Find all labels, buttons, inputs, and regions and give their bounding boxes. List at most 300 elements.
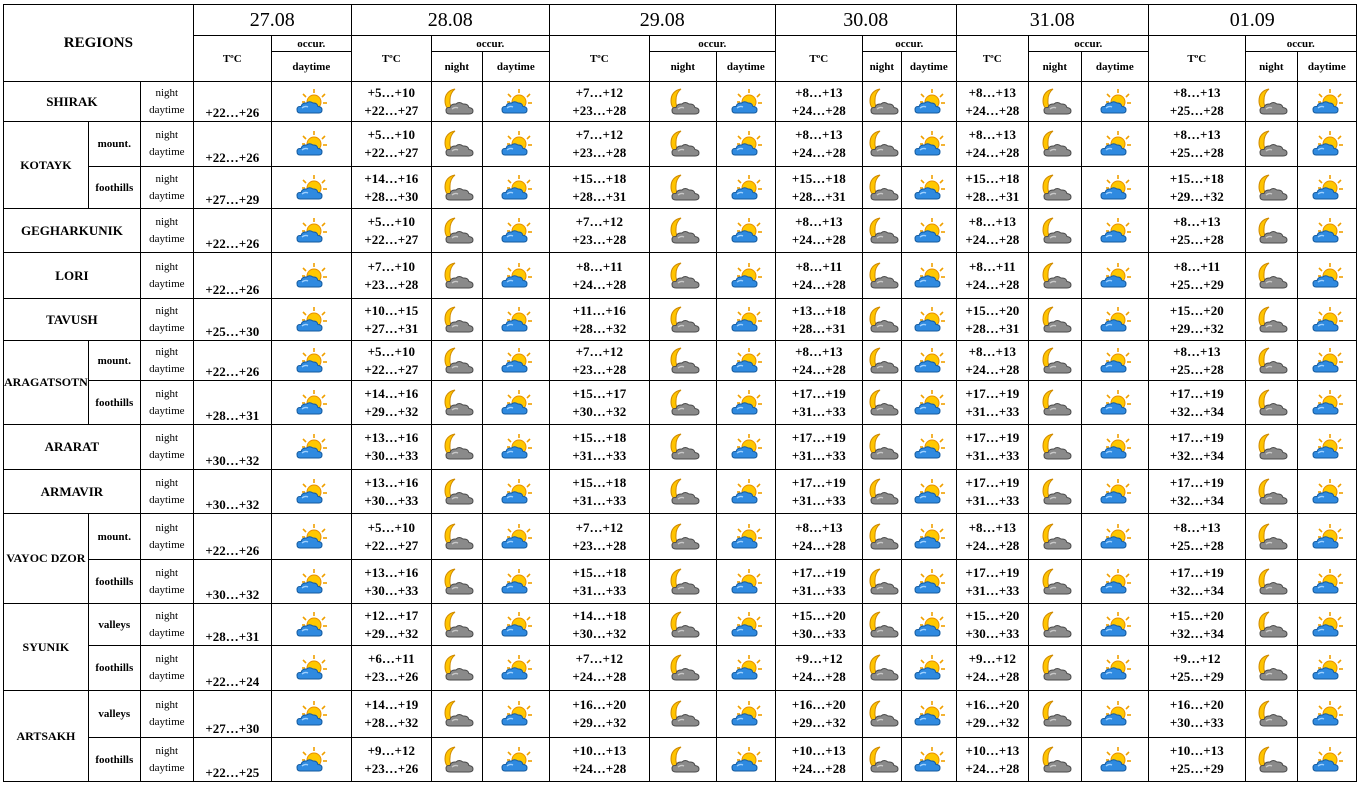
table-row xyxy=(4,604,1357,646)
day-temperature: +29…+32 xyxy=(364,625,419,641)
time-of-day-labels xyxy=(140,738,193,782)
sun-cloud-icon xyxy=(912,346,946,376)
day-temperature: +31…+33 xyxy=(572,492,627,508)
temperature-cell xyxy=(1148,381,1245,425)
moon-cloud-icon xyxy=(865,522,899,552)
date-header: 01.09 xyxy=(1148,5,1356,36)
day-temperature: +25…+28 xyxy=(1169,361,1224,377)
night-temperature: +7…+12 xyxy=(575,519,623,535)
moon-cloud-icon xyxy=(1038,653,1072,683)
sun-cloud-icon xyxy=(1310,567,1344,597)
night-temperature: +8…+13 xyxy=(968,84,1016,100)
temperature-cell xyxy=(956,122,1028,167)
day-temperature: +24…+28 xyxy=(572,276,627,292)
day-occurrence-cell xyxy=(716,738,775,782)
night-temperature: +7…+12 xyxy=(575,651,623,666)
moon-cloud-icon xyxy=(440,567,474,597)
sun-cloud-icon xyxy=(294,699,328,729)
sun-cloud-icon xyxy=(499,305,533,335)
day-temperature: +25…+29 xyxy=(1169,276,1224,292)
night-occurrence-cell xyxy=(1028,691,1081,738)
temp-header: TºC xyxy=(351,36,431,82)
night-occurrence-cell xyxy=(1245,646,1297,691)
temperature-cell xyxy=(956,82,1028,122)
sun-cloud-icon xyxy=(294,261,328,291)
day-occurrence-cell xyxy=(901,691,956,738)
day-temperature: +27…+31 xyxy=(364,320,419,336)
temperature-cell xyxy=(775,299,862,341)
night-occurrence-cell xyxy=(431,514,482,560)
night-temperature: +7…+12 xyxy=(575,343,623,359)
night-occurrence-cell xyxy=(1028,560,1081,604)
time-of-day-labels xyxy=(140,691,193,738)
temperature-cell: +22…+26 xyxy=(193,82,271,122)
table-row xyxy=(4,691,1357,738)
night-label: night xyxy=(155,260,179,273)
night-temperature: +15…+20 xyxy=(1169,302,1224,318)
night-occurrence-cell xyxy=(1028,122,1081,167)
day-temperature: +24…+28 xyxy=(965,669,1020,684)
day-temperature: +24…+28 xyxy=(965,361,1020,377)
sun-cloud-icon xyxy=(1310,129,1344,159)
day-temperature: +31…+33 xyxy=(572,448,627,463)
occur-header: occur. xyxy=(271,36,351,52)
sun-cloud-icon xyxy=(499,653,533,683)
temperature-cell xyxy=(1148,691,1245,738)
temperature-cell: +30…+32 xyxy=(193,470,271,514)
day-temperature: +23…+28 xyxy=(572,145,627,160)
night-temperature: +15…+18 xyxy=(572,564,627,580)
temperature-cell xyxy=(775,514,862,560)
sun-cloud-icon xyxy=(294,87,328,117)
moon-cloud-icon xyxy=(666,522,700,552)
moon-cloud-icon xyxy=(440,477,474,507)
moon-cloud-icon xyxy=(440,129,474,159)
night-occurrence-cell xyxy=(862,691,901,738)
temperature-cell xyxy=(775,604,862,646)
day-occurrence-cell xyxy=(1297,253,1356,299)
day-temperature: +24…+28 xyxy=(965,537,1020,553)
day-temperature: +29…+32 xyxy=(1169,188,1224,204)
moon-cloud-icon xyxy=(1038,129,1072,159)
night-occurrence-cell xyxy=(649,82,716,122)
temperature-cell xyxy=(775,122,862,167)
night-label: night xyxy=(155,304,179,317)
sun-cloud-icon xyxy=(499,346,533,376)
moon-cloud-icon xyxy=(440,305,474,335)
day-occurrence-cell xyxy=(716,646,775,691)
temperature-cell xyxy=(1148,253,1245,299)
night-occurrence-cell xyxy=(1028,167,1081,209)
sun-cloud-icon xyxy=(1098,305,1132,335)
night-header: night xyxy=(862,52,901,82)
sun-cloud-icon xyxy=(1098,567,1132,597)
day-occurrence-cell xyxy=(482,646,549,691)
night-occurrence-cell xyxy=(649,604,716,646)
moon-cloud-icon xyxy=(440,216,474,246)
night-temperature: +8…+11 xyxy=(795,258,843,274)
temperature-cell xyxy=(1148,425,1245,470)
sun-cloud-icon xyxy=(1098,432,1132,462)
night-occurrence-cell xyxy=(431,299,482,341)
moon-cloud-icon xyxy=(1038,216,1072,246)
temperature-cell xyxy=(775,560,862,604)
moon-cloud-icon xyxy=(440,261,474,291)
night-occurrence-cell xyxy=(649,646,716,691)
sun-cloud-icon xyxy=(499,216,533,246)
night-temperature: +15…+17 xyxy=(572,385,627,401)
temperature-cell: +22…+26 xyxy=(193,341,271,381)
region-name: KOTAYK xyxy=(4,122,89,209)
temperature-cell xyxy=(1148,122,1245,167)
daytime-label: daytime xyxy=(149,449,185,461)
night-temperature: +16…+20 xyxy=(791,697,846,712)
sun-cloud-icon xyxy=(294,745,328,775)
date-header: 28.08 xyxy=(351,5,549,36)
night-label: night xyxy=(155,129,179,141)
night-occurrence-cell xyxy=(862,425,901,470)
night-occurrence-cell xyxy=(862,167,901,209)
daytime-label: daytime xyxy=(149,232,185,245)
temperature-cell xyxy=(351,82,431,122)
day-temperature: +24…+28 xyxy=(572,760,627,776)
temperature-cell xyxy=(956,604,1028,646)
occur-header: occur. xyxy=(431,36,549,52)
sun-cloud-icon xyxy=(912,653,946,683)
night-temperature: +8…+11 xyxy=(575,258,623,274)
temperature-cell xyxy=(549,341,649,381)
table-row xyxy=(4,381,1357,425)
daytime-label: daytime xyxy=(149,761,185,774)
night-temperature: +6…+11 xyxy=(367,651,415,666)
night-occurrence-cell xyxy=(862,738,901,782)
moon-cloud-icon xyxy=(1038,567,1072,597)
night-label: night xyxy=(155,699,179,711)
sun-cloud-icon xyxy=(912,87,946,117)
moon-cloud-icon xyxy=(440,173,474,203)
temperature-cell xyxy=(549,425,649,470)
region-name: TAVUSH xyxy=(4,299,141,341)
temperature-cell xyxy=(1148,341,1245,381)
time-of-day-labels xyxy=(140,646,193,691)
time-of-day-labels xyxy=(140,514,193,560)
temperature-cell xyxy=(956,209,1028,253)
night-temperature: +17…+19 xyxy=(791,564,846,580)
time-of-day-labels xyxy=(140,560,193,604)
night-temperature: +5…+10 xyxy=(367,127,415,142)
day-temperature: +29…+32 xyxy=(965,715,1020,730)
day-temperature: +31…+33 xyxy=(965,492,1020,508)
temperature-cell xyxy=(956,514,1028,560)
night-occurrence-cell xyxy=(862,299,901,341)
night-occurrence-cell xyxy=(1245,514,1297,560)
temperature-cell xyxy=(351,209,431,253)
sun-cloud-icon xyxy=(729,261,763,291)
night-temperature: +8…+13 xyxy=(1173,343,1221,359)
night-occurrence-cell xyxy=(1028,470,1081,514)
day-temperature: +24…+28 xyxy=(791,760,846,776)
moon-cloud-icon xyxy=(440,346,474,376)
night-occurrence-cell xyxy=(1245,381,1297,425)
night-temperature: +7…+10 xyxy=(367,258,415,274)
day-occurrence-cell xyxy=(482,560,549,604)
temperature-cell xyxy=(956,646,1028,691)
night-temperature: +17…+19 xyxy=(965,430,1020,445)
night-occurrence-cell xyxy=(649,167,716,209)
sun-cloud-icon xyxy=(1310,522,1344,552)
moon-cloud-icon xyxy=(666,653,700,683)
day-temperature: +31…+33 xyxy=(791,448,846,463)
zone-label: mount. xyxy=(88,341,140,381)
night-occurrence-cell xyxy=(1245,209,1297,253)
moon-cloud-icon xyxy=(1254,699,1288,729)
night-temperature: +13…+16 xyxy=(364,564,419,580)
daytime-label: daytime xyxy=(149,321,185,334)
night-occurrence-cell xyxy=(1245,560,1297,604)
day-occurrence-cell xyxy=(482,341,549,381)
day-temperature: +31…+33 xyxy=(791,492,846,508)
day-occurrence-cell xyxy=(716,560,775,604)
night-temperature: +10…+13 xyxy=(572,742,627,758)
night-occurrence-cell xyxy=(431,470,482,514)
day-temperature: +24…+28 xyxy=(965,760,1020,776)
day-temperature: +24…+28 xyxy=(965,145,1020,160)
night-temperature: +13…+16 xyxy=(364,430,419,445)
night-occurrence-cell xyxy=(1245,470,1297,514)
day-occurrence-cell xyxy=(1081,646,1148,691)
temperature-cell xyxy=(549,381,649,425)
day-occurrence-cell xyxy=(271,470,351,514)
night-header: night xyxy=(1028,52,1081,82)
night-temperature: +15…+18 xyxy=(791,170,846,186)
table-row xyxy=(4,341,1357,381)
night-temperature: +8…+11 xyxy=(1173,258,1221,274)
day-occurrence-cell xyxy=(1081,299,1148,341)
day-temperature: +24…+28 xyxy=(791,145,846,160)
night-occurrence-cell xyxy=(431,604,482,646)
day-occurrence-cell xyxy=(1081,604,1148,646)
moon-cloud-icon xyxy=(865,261,899,291)
day-occurrence-cell xyxy=(1081,425,1148,470)
daytime-label: daytime xyxy=(149,583,185,596)
sun-cloud-icon xyxy=(912,388,946,418)
moon-cloud-icon xyxy=(865,87,899,117)
day-occurrence-cell xyxy=(901,122,956,167)
temperature-cell xyxy=(1148,299,1245,341)
moon-cloud-icon xyxy=(1254,567,1288,597)
moon-cloud-icon xyxy=(1038,261,1072,291)
day-temperature: +30…+33 xyxy=(791,625,846,641)
sun-cloud-icon xyxy=(294,388,328,418)
day-temperature: +28…+32 xyxy=(572,320,627,336)
day-occurrence-cell xyxy=(901,646,956,691)
sun-cloud-icon xyxy=(1310,346,1344,376)
sun-cloud-icon xyxy=(1098,346,1132,376)
sun-cloud-icon xyxy=(912,432,946,462)
moon-cloud-icon xyxy=(1254,173,1288,203)
sun-cloud-icon xyxy=(499,388,533,418)
moon-cloud-icon xyxy=(666,216,700,246)
day-occurrence-cell xyxy=(901,209,956,253)
temperature-cell xyxy=(549,253,649,299)
moon-cloud-icon xyxy=(1254,216,1288,246)
moon-cloud-icon xyxy=(1038,87,1072,117)
night-occurrence-cell xyxy=(649,514,716,560)
temp-header: TºC xyxy=(956,36,1028,82)
temperature-cell xyxy=(351,514,431,560)
moon-cloud-icon xyxy=(440,522,474,552)
moon-cloud-icon xyxy=(865,346,899,376)
sun-cloud-icon xyxy=(294,216,328,246)
sun-cloud-icon xyxy=(729,522,763,552)
moon-cloud-icon xyxy=(666,129,700,159)
day-occurrence-cell xyxy=(271,381,351,425)
night-occurrence-cell xyxy=(649,381,716,425)
time-of-day-labels xyxy=(140,341,193,381)
moon-cloud-icon xyxy=(1254,522,1288,552)
sun-cloud-icon xyxy=(499,522,533,552)
sun-cloud-icon xyxy=(912,305,946,335)
sun-cloud-icon xyxy=(1098,653,1132,683)
night-temperature: +8…+13 xyxy=(795,127,843,142)
day-temperature: +24…+28 xyxy=(791,276,846,292)
sun-cloud-icon xyxy=(499,610,533,640)
day-occurrence-cell xyxy=(1297,514,1356,560)
moon-cloud-icon xyxy=(1254,432,1288,462)
day-occurrence-cell xyxy=(271,646,351,691)
day-temperature: +28…+32 xyxy=(364,715,419,730)
temperature-cell xyxy=(549,82,649,122)
occur-header: occur. xyxy=(1028,36,1148,52)
day-temperature: +32…+34 xyxy=(1169,625,1224,641)
day-temperature: +28…+31 xyxy=(965,320,1020,336)
sun-cloud-icon xyxy=(499,432,533,462)
day-occurrence-cell xyxy=(716,514,775,560)
sun-cloud-icon xyxy=(912,129,946,159)
daytime-label: daytime xyxy=(149,146,185,158)
temperature-cell xyxy=(775,470,862,514)
temperature-cell: +30…+32 xyxy=(193,425,271,470)
night-temperature: +17…+19 xyxy=(791,430,846,445)
temperature-cell xyxy=(549,646,649,691)
moon-cloud-icon xyxy=(440,653,474,683)
temperature-cell xyxy=(351,122,431,167)
night-occurrence-cell xyxy=(862,209,901,253)
sun-cloud-icon xyxy=(1310,173,1344,203)
moon-cloud-icon xyxy=(1254,305,1288,335)
night-occurrence-cell xyxy=(431,253,482,299)
night-occurrence-cell xyxy=(649,253,716,299)
moon-cloud-icon xyxy=(1038,173,1072,203)
daytime-header: daytime xyxy=(482,52,549,82)
daytime-label: daytime xyxy=(149,277,185,290)
sun-cloud-icon xyxy=(294,129,328,159)
sun-cloud-icon xyxy=(294,653,328,683)
night-occurrence-cell xyxy=(1028,299,1081,341)
day-temperature: +25…+28 xyxy=(1169,102,1224,118)
daytime-label: daytime xyxy=(149,538,185,551)
temperature-cell xyxy=(1148,82,1245,122)
moon-cloud-icon xyxy=(1038,610,1072,640)
moon-cloud-icon xyxy=(440,432,474,462)
night-label: night xyxy=(155,86,179,99)
day-occurrence-cell xyxy=(1081,167,1148,209)
night-temperature: +10…+13 xyxy=(1169,742,1224,758)
moon-cloud-icon xyxy=(1038,745,1072,775)
night-label: night xyxy=(155,744,179,757)
day-occurrence-cell xyxy=(482,299,549,341)
night-occurrence-cell xyxy=(431,691,482,738)
night-temperature: +15…+18 xyxy=(572,430,627,445)
day-temperature: +22…+27 xyxy=(364,231,419,247)
night-temperature: +8…+13 xyxy=(1173,213,1221,229)
daytime-label: daytime xyxy=(149,189,185,202)
day-occurrence-cell xyxy=(271,425,351,470)
time-of-day-labels xyxy=(140,299,193,341)
day-occurrence-cell xyxy=(271,691,351,738)
day-temperature: +31…+33 xyxy=(791,403,846,419)
day-occurrence-cell xyxy=(271,341,351,381)
moon-cloud-icon xyxy=(666,745,700,775)
night-temperature: +10…+15 xyxy=(364,302,419,318)
day-occurrence-cell xyxy=(901,560,956,604)
day-occurrence-cell xyxy=(482,122,549,167)
night-occurrence-cell xyxy=(862,253,901,299)
sun-cloud-icon xyxy=(912,477,946,507)
sun-cloud-icon xyxy=(1310,745,1344,775)
night-temperature: +11…+16 xyxy=(572,302,626,318)
temperature-cell: +22…+24 xyxy=(193,646,271,691)
night-temperature: +16…+20 xyxy=(572,697,627,712)
region-name: SHIRAK xyxy=(4,82,141,122)
sun-cloud-icon xyxy=(1310,432,1344,462)
day-occurrence-cell xyxy=(1081,381,1148,425)
day-occurrence-cell xyxy=(482,691,549,738)
night-occurrence-cell xyxy=(431,82,482,122)
sun-cloud-icon xyxy=(294,610,328,640)
daytime-header: daytime xyxy=(271,52,351,82)
day-occurrence-cell xyxy=(482,381,549,425)
sun-cloud-icon xyxy=(294,346,328,376)
night-temperature: +17…+19 xyxy=(1169,430,1224,445)
table-row xyxy=(4,167,1357,209)
temperature-cell: +27…+30 xyxy=(193,691,271,738)
date-header: 31.08 xyxy=(956,5,1148,36)
day-temperature: +22…+27 xyxy=(364,361,419,377)
day-occurrence-cell xyxy=(271,209,351,253)
moon-cloud-icon xyxy=(1038,305,1072,335)
daytime-label: daytime xyxy=(149,493,185,506)
day-occurrence-cell xyxy=(271,299,351,341)
day-occurrence-cell xyxy=(1081,341,1148,381)
day-occurrence-cell xyxy=(716,381,775,425)
moon-cloud-icon xyxy=(1038,388,1072,418)
day-temperature: +24…+28 xyxy=(572,669,627,684)
temperature-cell xyxy=(1148,738,1245,782)
day-temperature: +24…+28 xyxy=(791,231,846,247)
night-temperature: +17…+19 xyxy=(791,474,846,490)
date-header: 30.08 xyxy=(775,5,956,36)
region-name: GEGHARKUNIK xyxy=(4,209,141,253)
night-temperature: +8…+13 xyxy=(968,213,1016,229)
sun-cloud-icon xyxy=(1310,216,1344,246)
day-occurrence-cell xyxy=(901,738,956,782)
day-occurrence-cell xyxy=(901,253,956,299)
night-occurrence-cell xyxy=(431,122,482,167)
day-temperature: +28…+31 xyxy=(572,188,627,204)
night-occurrence-cell xyxy=(1028,341,1081,381)
day-temperature: +22…+27 xyxy=(364,537,419,553)
